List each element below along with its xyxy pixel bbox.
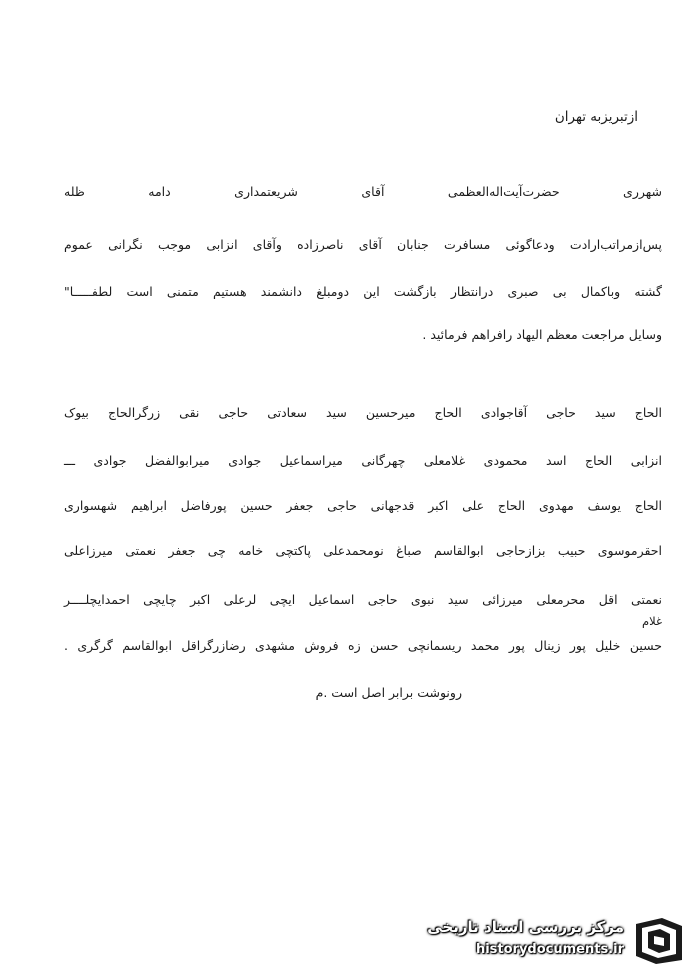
signature-line-2: انزابی الحاج اسد محمودی غلامعلی چهرگانی میراسماعیل جوادی میرابوالفضل جوادی ـــ [64,453,662,468]
watermark-url: historydocuments.ir [475,942,624,957]
signature-line-3: الحاج یوسف مهدوی الحاج علی اکبر قدجهانی حاجی جعفر حسین پورفاضل ابراهیم شهسواری [64,498,662,513]
archive-logo-icon [632,916,686,966]
body-line-2: گشته وباکمال بی صبری درانتظار بازگشت این دومبلغ دانشمند هستیم متمنی است لطفـــــا" [64,284,662,299]
watermark-title: مرکز بررسی اسناد تاریخی [427,918,624,936]
body-line-1: پس‌ازمراتب‌ارادت ودعاگوئی مسافرت جنابان آقای ناصرزاده وآقای انزابی موجب نگرانی عموم [64,237,662,252]
letter-header: ازتبریزبه تهران [554,109,638,125]
watermark [418,916,686,966]
signature-line-4: احقرموسوی حبیب بزازحاجی ابوالقاسم صباغ نومحمدعلی پاکتچی خامه چی جعفر نعمتی میرزاعلی [64,543,662,558]
certification-note: رونوشت برابر اصل است .م [315,685,462,700]
signature-line-6: حسین خلیل پور زینال پور محمد ریسمانچی حسن زه فروش مشهدی رضازرگراقل ابوالقاسم گرگری . [64,638,662,653]
signature-line-5: نعمتی اقل محرمعلی میرزائی سید نبوی حاجی اسماعیل ایچی لرعلی اکبر چایچی احمدایچلــــر [64,592,662,607]
insert-word: غلام [642,614,662,628]
signature-line-1: الحاج سید حاجی آقاجوادی الحاج میرحسین سید سعادتی حاجی نقی زرگرالحاج بیوک [64,405,662,420]
body-line-3: وسایل مراجعت معظم الیهاد رافراهم فرمائید . [422,327,662,342]
addressee-line: شهرری حضرت‌آیت‌اله‌العظمی آقای شریعتمداری دامه ظله [64,184,662,199]
